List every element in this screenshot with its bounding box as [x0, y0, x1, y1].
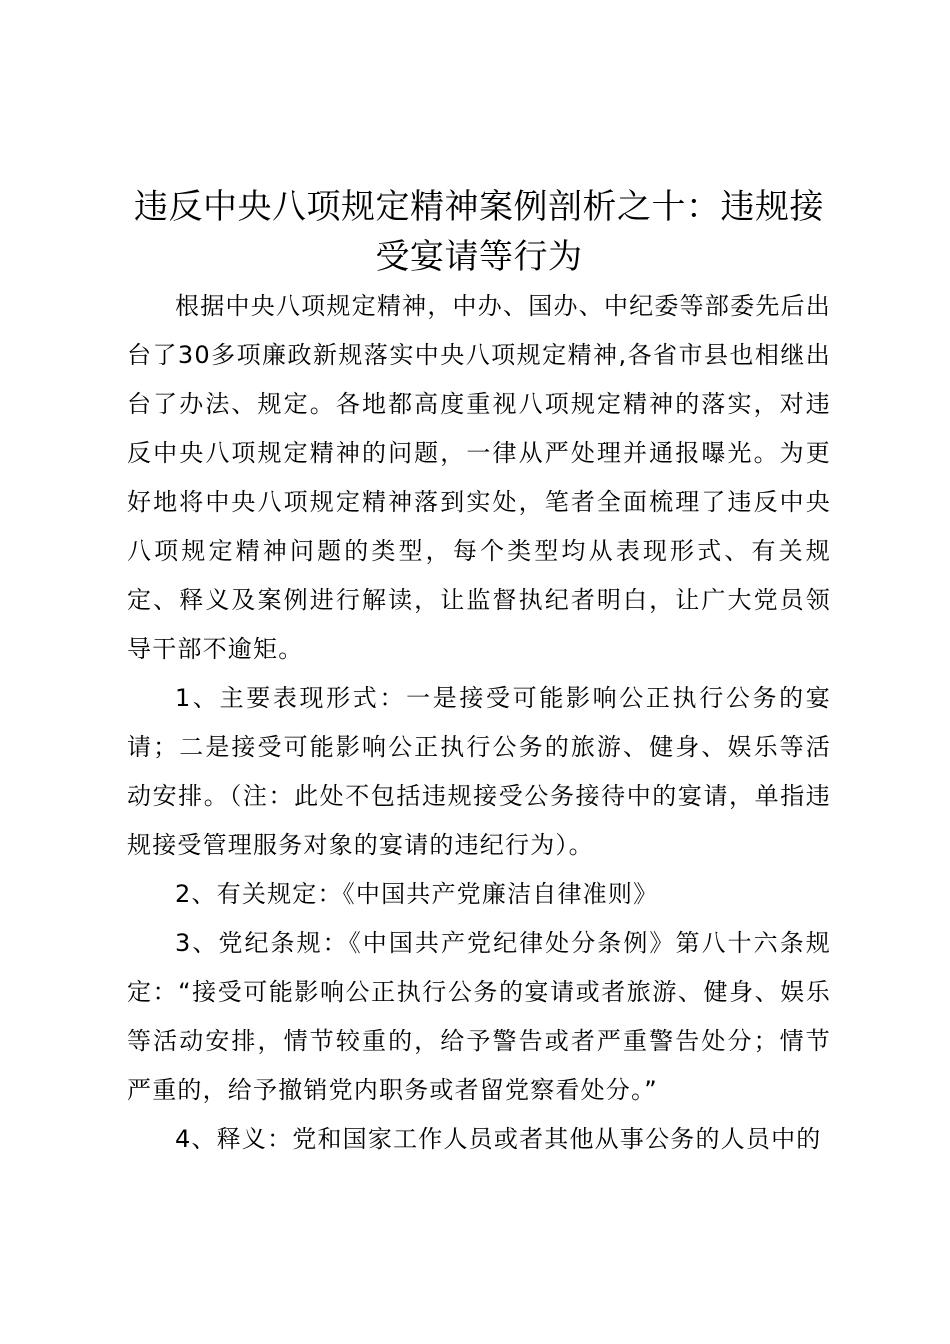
paragraph-party-rules: 3、党纪条规：《中国共产党纪律处分条例》第八十六条规定：“接受可能影响公正执行公务的宴请或者旅游、健身、娱乐等活动安排，情节较重的，给予警告或者严重警告处分；情节严重的，给予撤销党内职务或者留党察看处分。” [127, 929, 831, 1104]
paragraph-intro: 根据中央八项规定精神，中办、国办、中纪委等部委先后出台了30多项廉政新规落实中央八项规定精神,各省市县也相继出台了办法、规定。各地都高度重视八项规定精神的落实，对违反中央八项规定精神的问题，一律从严处理并通报曝光。为更好地将中央八项规定精神落到实处，笔者全面梳理了违反中央八项规定精神问题的类型，每个类型均从表现形式、有关规定、释义及案例进行解读，让监督执纪者明白，让广大党员领导干部不逾矩。 [127, 292, 831, 663]
paragraph-regulations: 2、有关规定：《中国共产党廉洁自律准则》 [175, 880, 659, 908]
paragraph-interpretation: 4、释义：党和国家工作人员或者其他从事公务的人员中的 [175, 1125, 822, 1153]
document-body [127, 182, 831, 1164]
paragraph-forms: 1、主要表现形式：一是接受可能影响公正执行公务的宴请；二是接受可能影响公正执行公务的旅游、健身、娱乐等活动安排。（注：此处不包括违规接受公务接待中的宴请，单指违规接受管理服务对象的宴请的违纪行为）。 [127, 684, 831, 859]
document-title: 违反中央八项规定精神案例剖析之十：违规接受宴请等行为 [134, 187, 824, 277]
